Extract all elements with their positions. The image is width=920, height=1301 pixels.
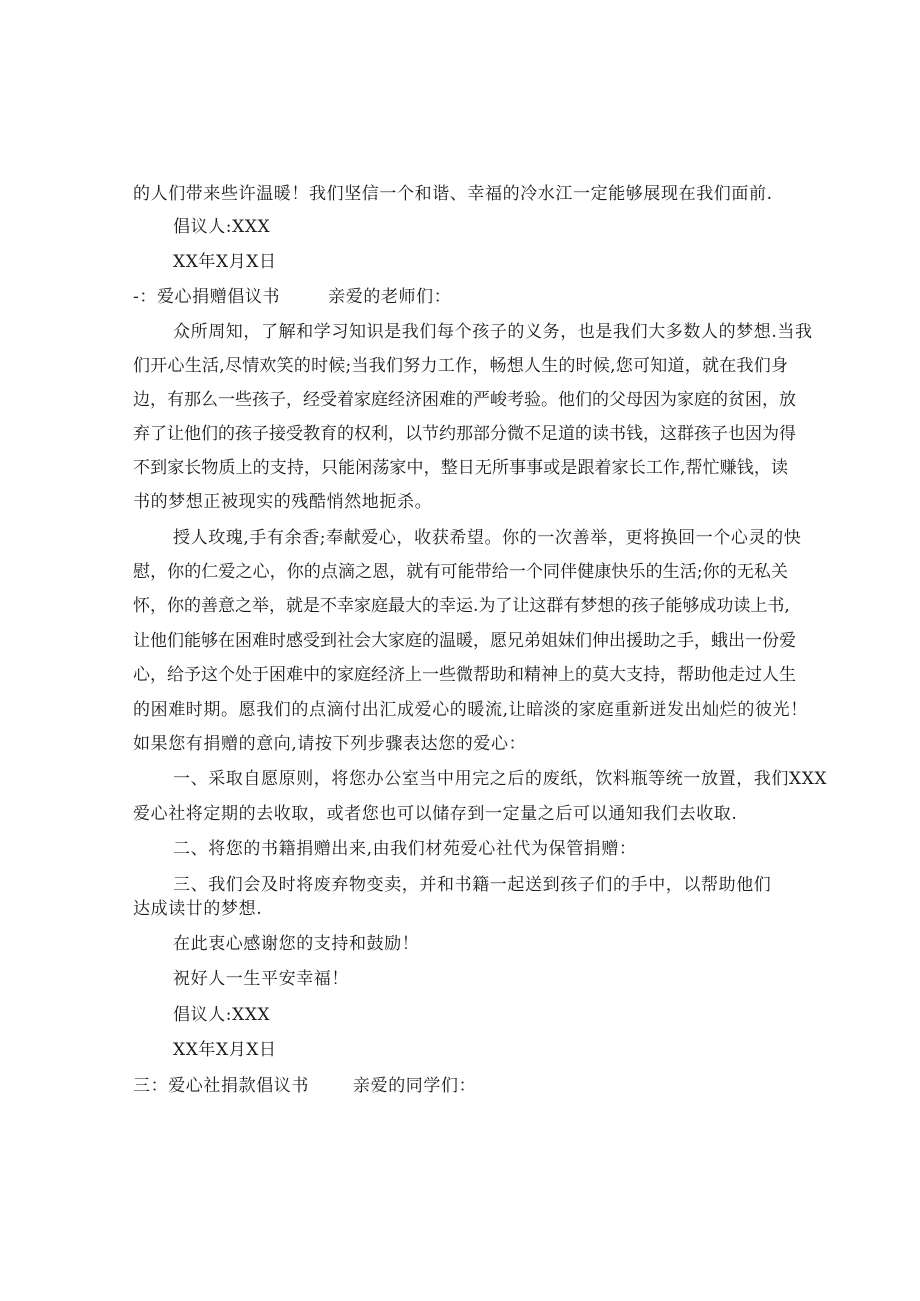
step-line: 二、将您的书籍捐赠出来,由我们材苑爱心社代为保管捐赠： [173, 839, 637, 859]
step-line: 一、采取自愿原则，将您办公室当中用完之后的废纸，饮料瓶等统一放置，我们XXX [173, 769, 828, 789]
wish-line: 祝好人一生平安幸福！ [173, 969, 349, 989]
paragraph-line: 书的梦想正被现实的残酷悄然地扼杀。 [133, 492, 433, 512]
intro-closing-line: 的人们带来些许温暖！我们坚信一个和谐、幸福的冷水江一定能够展现在我们面前. [133, 184, 773, 204]
section-heading [133, 1075, 476, 1097]
paragraph-line: 慰，你的仁爱之心，你的点滴之恩，就有可能带给一个同伴健康快乐的生活;你的无私关 [133, 562, 788, 582]
thanks-line: 在此衷心感谢您的支持和鼓励！ [173, 934, 420, 954]
section-title: 三：爱心社捐款倡议书 [133, 1076, 309, 1096]
salutation: 亲爱的同学们： [353, 1076, 477, 1096]
salutation: 亲爱的老师们： [328, 287, 452, 307]
paragraph-line: 怀，你的善意之举，就是不幸家庭最大的幸运.为了让这群有梦想的孩子能够成功读上书, [133, 596, 790, 616]
section-heading [133, 286, 451, 308]
paragraph-line: 边，有那么一些孩子，经受着家庭经济困难的严峻考验。他们的父母因为家庭的贫困，放 [133, 390, 796, 410]
paragraph-line: 众所周知，了解和学习知识是我们每个孩子的义务，也是我们大多数人的梦想.当我 [173, 322, 813, 342]
paragraph-line: 的困难时期。愿我们的点滴付出汇成爱心的暖流,让暗淡的家庭重新迸发出灿烂的彼光！ [133, 700, 808, 720]
proposer-signature: 倡议人:XXX [173, 217, 271, 237]
section-title: -：爱心捐赠倡议书 [133, 287, 281, 307]
paragraph-line: 如果您有捐赠的意向,请按下列步骤表达您的爱心： [133, 734, 527, 754]
step-line: 达成读廿的梦想. [133, 899, 263, 919]
signature-date: XX年X月X日 [173, 252, 277, 272]
signature-date: XX年X月X日 [173, 1040, 277, 1060]
step-line: 爱心社将定期的去收取，或者您也可以储存到一定量之后可以通知我们去收取. [133, 804, 738, 824]
step-line: 三、我们会及时将废弃物变卖，并和书籍一起送到孩子们的手中，以帮助他们 [173, 875, 772, 895]
paragraph-line: 不到家长物质上的支持，只能闲荡家中，整日无所事事或是跟着家长工作,帮忙赚钱，读 [133, 458, 788, 478]
paragraph-line: 授人玫瑰,手有余香;奉献爱心，收获希望。你的一次善举，更将换回一个心灵的快 [173, 528, 802, 548]
paragraph-line: 弃了让他们的孩子接受教育的权利，以节约那部分微不足道的读书钱，这群孩子也因为得 [133, 424, 796, 444]
paragraph-line: 让他们能够在困难时感受到社会大家庭的温暖，愿兄弟姐妹们伸出援助之手，蛾出一份爱 [133, 631, 796, 651]
proposer-signature: 倡议人:XXX [173, 1005, 271, 1025]
paragraph-line: 心，给予这个处于困难中的家庭经济上一些微帮助和精神上的莫大支持，帮助他走过人生 [133, 665, 796, 685]
paragraph-line: 们开心生活,尽情欢笑的时候;当我们努力工作，畅想人生的时候,您可知道，就在我们身 [133, 356, 788, 376]
